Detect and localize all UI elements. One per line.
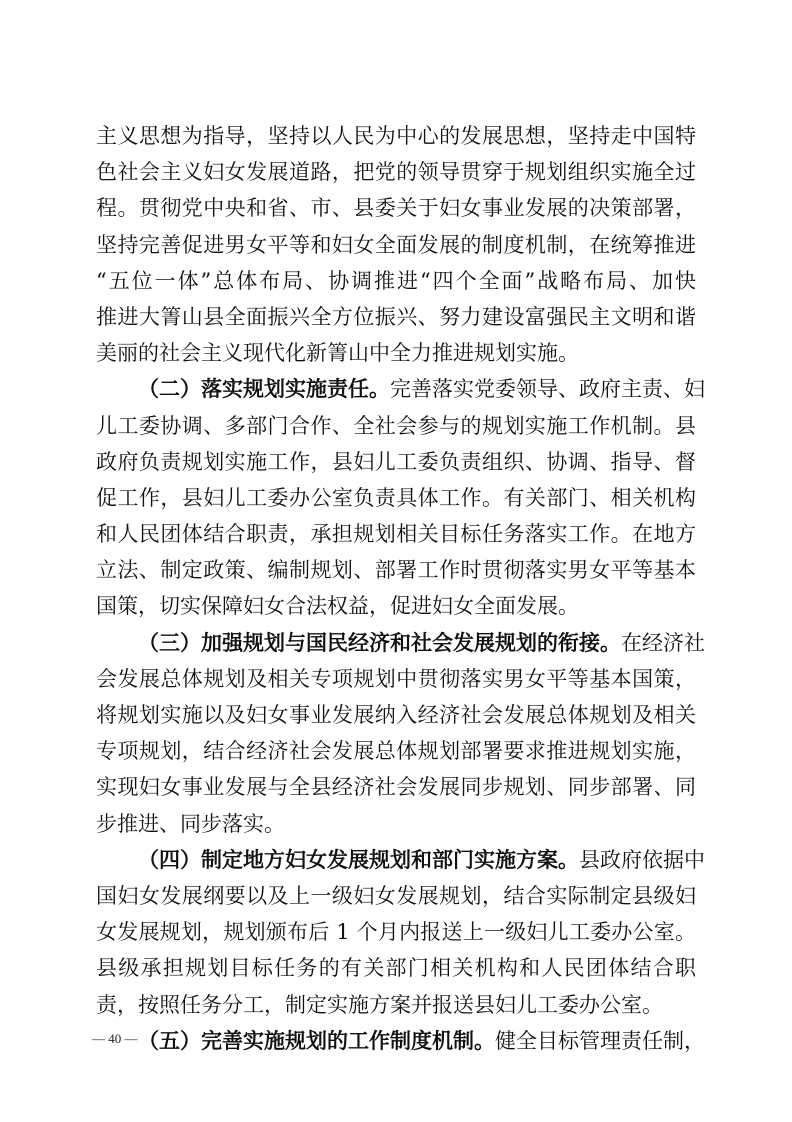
text-line: “五位一体”总体布局、协调推进“四个全面”战略布局、加快 [96, 268, 696, 293]
text-line: 色社会主义妇女发展道路，把党的领导贯穿于规划组织实施全过 [96, 160, 696, 185]
text-line: 坚持完善促进男女平等和妇女全面发展的制度机制，在统筹推进 [96, 232, 696, 257]
paragraph-text: 完善落实党委领导、政府主责、妇 [390, 377, 705, 402]
text-line: 儿工委协调、多部门合作、全社会参与的规划实施工作机制。县 [96, 413, 696, 438]
text-line: 立法、制定政策、编制规划、部署工作时贯彻落实男女平等基本 [96, 558, 696, 583]
text-line: 和人民团体结合职责，承担规划相关目标任务落实工作。在地方 [96, 522, 696, 547]
text-line: 促工作，县妇儿工委办公室负责具体工作。有关部门、相关机构 [96, 485, 696, 510]
paragraph-text: 县政府依据中 [579, 847, 705, 872]
paragraph-first-line [96, 1023, 705, 1059]
paragraph-first-line [96, 625, 705, 661]
text-line: 程。贯彻党中央和省、市、县委关于妇女事业发展的决策部署， [96, 196, 696, 221]
paragraph-text: 健全目标管理责任制， [495, 1028, 705, 1053]
section-heading: （四）制定地方妇女发展规划和部门实施方案。 [138, 846, 579, 872]
text-line: 推进大箐山县全面振兴全方位振兴、努力建设富强民主文明和谐 [96, 304, 696, 329]
text-line: 政府负责规划实施工作，县妇儿工委负责组织、协调、指导、督 [96, 449, 696, 474]
section-heading: （五）完善实施规划的工作制度机制。 [138, 1027, 495, 1053]
body-text [96, 118, 705, 1059]
section-heading: （三）加强规划与国民经济和社会发展规划的衔接。 [138, 629, 621, 655]
text-line: 主义思想为指导，坚持以人民为中心的发展思想，坚持走中国特 [96, 124, 696, 148]
page-number: — 40 — [92, 1031, 138, 1046]
paragraph-first-line [96, 842, 705, 878]
section-heading: （二）落实规划实施责任。 [138, 376, 390, 402]
text-line: 实现妇女事业发展与全县经济社会发展同步规划、同步部署、同 [96, 775, 696, 800]
paragraph-first-line [96, 371, 705, 407]
text-line: 女发展规划，规划颁布后 1 个月内报送上一级妇儿工委办公室。 [96, 920, 696, 945]
text-line: 国妇女发展纲要以及上一级妇女发展规划，结合实际制定县级妇 [96, 883, 696, 908]
text-line: 国策，切实保障妇女合法权益，促进妇女全面发展。 [96, 594, 579, 619]
text-line: 会发展总体规划及相关专项规划中贯彻落实男女平等基本国策， [96, 666, 696, 691]
paragraph-text: 在经济社 [621, 630, 705, 655]
text-line: 美丽的社会主义现代化新箐山中全力推进规划实施。 [96, 341, 579, 366]
text-line: 步推进、同步落实。 [96, 811, 285, 836]
text-line: 将规划实施以及妇女事业发展纳入经济社会发展总体规划及相关 [96, 703, 696, 727]
text-line: 县级承担规划目标任务的有关部门相关机构和人民团体结合职 [96, 956, 696, 981]
text-line: 责，按照任务分工，制定实施方案并报送县妇儿工委办公室。 [96, 992, 663, 1017]
text-line: 专项规划，结合经济社会发展总体规划部署要求推进规划实施， [96, 739, 696, 764]
